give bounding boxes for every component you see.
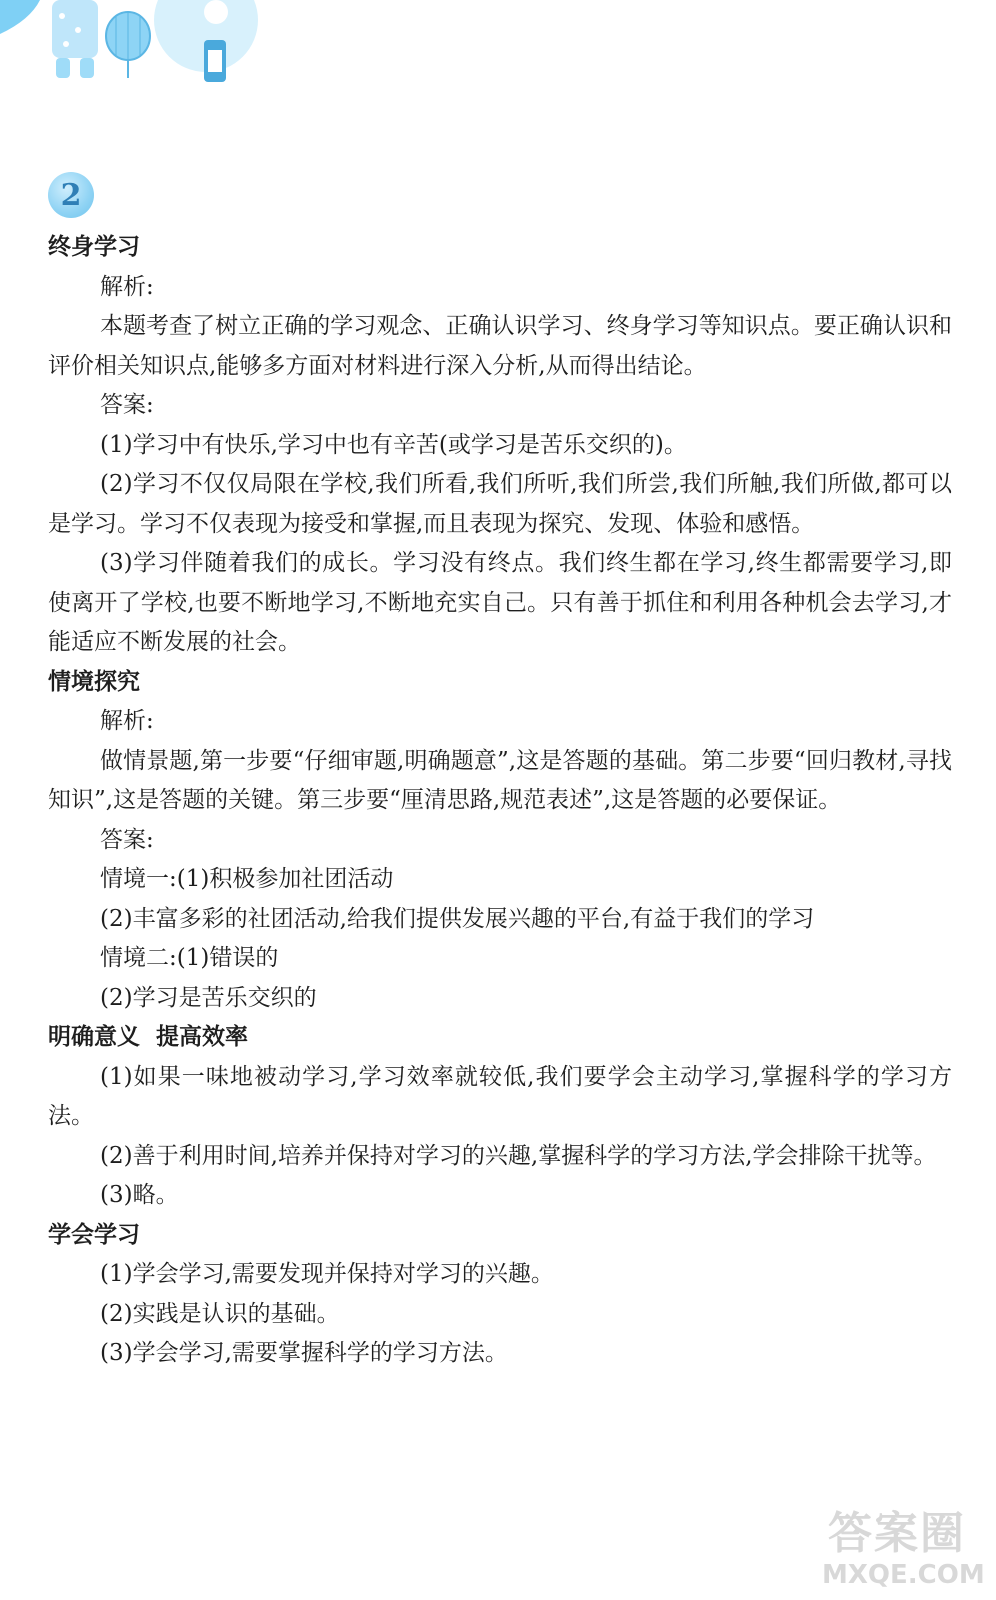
watermark-url: MXQE.COM	[822, 1560, 985, 1590]
section-number-badge: 2	[48, 172, 94, 218]
answer-item: (2)学习是苦乐交织的	[100, 984, 317, 1011]
section-heading-scenario-inquiry: 情境探究	[48, 668, 140, 695]
child-leg-right	[80, 58, 94, 78]
section-heading-lifelong-learning: 终身学习	[48, 234, 140, 260]
answer-item: (1)学会学习,需要发现并保持对学习的兴趣。	[100, 1261, 554, 1287]
analysis-label: 解析:	[100, 708, 154, 734]
child-leg-left	[56, 58, 70, 78]
section-heading-clarify-meaning: 明确意义 提高效率	[48, 1024, 249, 1050]
answer-item: (2)实践是认识的基础。	[100, 1300, 340, 1327]
watermark-logo-text: 答案圈	[828, 1508, 966, 1559]
answer-content	[48, 228, 952, 1374]
answer-item: (1)如果一味地被动学习,学习效率就较低,我们要学会主动学习,掌握科学的学习方法。	[48, 1063, 952, 1129]
corner-wave-shape	[0, 0, 40, 34]
answer-label: 答案:	[100, 826, 154, 853]
answer-item: (3)学会学习,需要掌握科学的学习方法。	[100, 1340, 508, 1366]
analysis-text: 做情景题,第一步要“仔细审题,明确题意”,这是答题的基础。第二步要“回归教材,寻找知识”,这是答题的关键。第三步要“厘清思路,规范表述”,这是答题的必要保证。	[48, 747, 952, 813]
header-illustration	[0, 0, 260, 100]
answer-item: (3)略。	[100, 1182, 179, 1208]
section-heading-learn-to-learn: 学会学习	[48, 1221, 140, 1248]
answer-item: (3)学习伴随着我们的成长。学习没有终点。我们终生都在学习,终生都需要学习,即使离开了学校,也要不断地学习,不断地充实自己。只有善于抓住和利用各种机会去学习,才能适应不断发展的社会。	[48, 550, 952, 655]
flower-shape	[204, 0, 228, 24]
answer-item: (2)学习不仅仅局限在学校,我们所看,我们所听,我们所尝,我们所触,我们所做,都可以是学习。学习不仅表现为接受和掌握,而且表现为探究、发现、体验和感悟。	[48, 471, 952, 537]
answer-item: (2)丰富多彩的社团活动,给我们提供发展兴趣的平台,有益于我们的学习	[100, 905, 815, 932]
watermark	[822, 1508, 985, 1594]
answer-item: (1)学习中有快乐,学习中也有辛苦(或学习是苦乐交织的)。	[100, 431, 687, 458]
answer-label: 答案:	[100, 392, 154, 418]
analysis-label: 解析:	[100, 273, 154, 300]
answer-item: 情境二:(1)错误的	[100, 945, 279, 971]
child-figure-body	[52, 0, 98, 58]
analysis-text: 本题考查了树立正确的学习观念、正确认识学习、终身学习等知识点。要正确认识和评价相关知识点,能够多方面对材料进行深入分析,从而得出结论。	[48, 313, 952, 379]
answer-item: 情境一:(1)积极参加社团活动	[100, 866, 394, 892]
answer-item: (2)善于利用时间,培养并保持对学习的兴趣,掌握科学的学习方法,学会排除干扰等。	[100, 1142, 937, 1169]
